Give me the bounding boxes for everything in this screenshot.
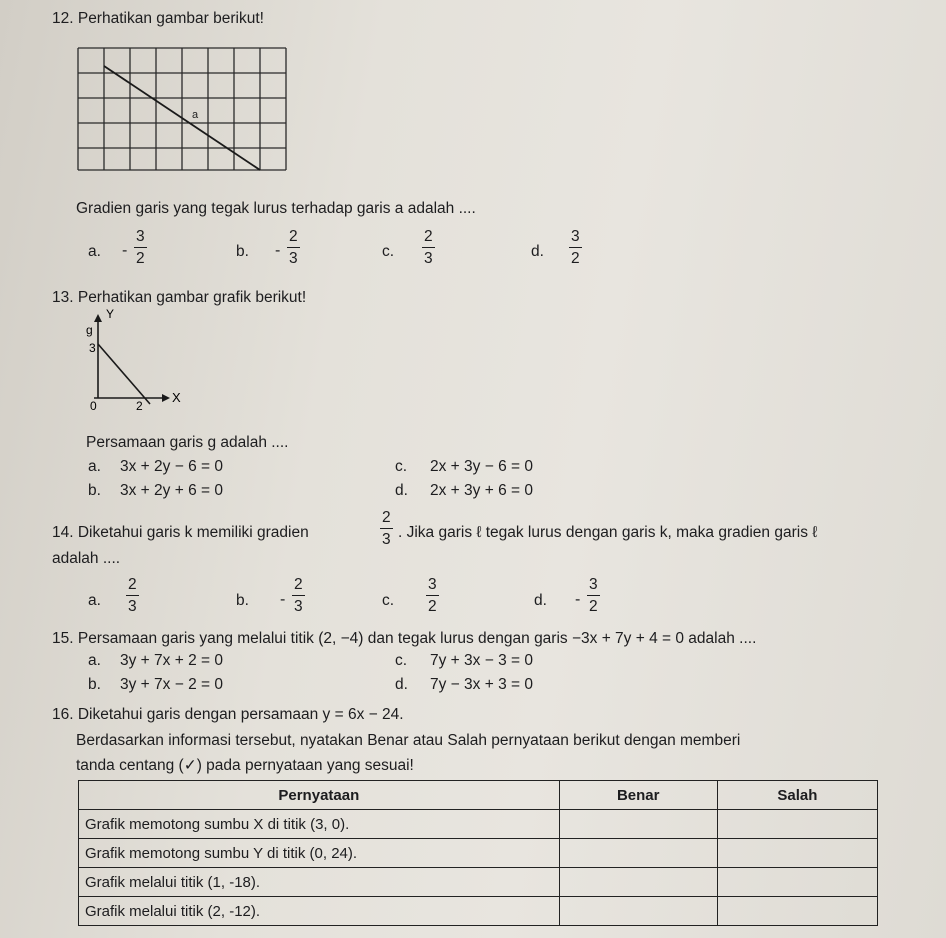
q12-option-d-fraction — [569, 229, 582, 266]
q16-line1: 16. Diketahui garis dengan persamaan y = 6x − 24. — [52, 706, 404, 723]
q15-option-b-text: 3y + 7x − 2 = 0 — [120, 676, 223, 693]
numerator: 3 — [134, 229, 147, 248]
q14-option-b-fraction — [292, 577, 305, 614]
q15-option-a-letter: a. — [88, 652, 101, 669]
numerator: 2 — [380, 510, 393, 529]
q14-option-a-letter: a. — [88, 592, 101, 609]
q13-question: Persamaan garis g adalah .... — [86, 434, 289, 451]
benar-checkbox-cell[interactable] — [559, 839, 717, 868]
salah-checkbox-cell[interactable] — [717, 810, 877, 839]
q16-line2: Berdasarkan informasi tersebut, nyatakan Benar atau Salah pernyataan berikut dengan memberi — [76, 732, 741, 749]
q14-gradient-fraction — [380, 510, 393, 547]
denominator: 3 — [294, 597, 303, 615]
q13-option-a-letter: a. — [88, 458, 101, 475]
q15-option-a-text: 3y + 7x + 2 = 0 — [120, 652, 223, 669]
q15-option-d-text: 7y − 3x + 3 = 0 — [430, 676, 533, 693]
q14-option-d-letter: d. — [534, 592, 547, 609]
q13-option-b-text: 3x + 2y + 6 = 0 — [120, 482, 223, 499]
x-intercept-label: 2 — [136, 399, 143, 413]
q14-text-before: 14. Diketahui garis k memiliki gradien — [52, 524, 309, 541]
q14-option-c-letter: c. — [382, 592, 395, 609]
q12-question: Gradien garis yang tegak lurus terhadap garis a adalah .... — [76, 200, 476, 217]
q12-option-c-letter: c. — [382, 243, 395, 260]
q16-line3: tanda centang (✓) pada pernyataan yang sesuai! — [76, 757, 414, 774]
q12-option-c-fraction — [422, 229, 435, 266]
q15-option-c-text: 7y + 3x − 3 = 0 — [430, 652, 533, 669]
statement-table — [78, 780, 878, 926]
denominator: 3 — [289, 249, 298, 267]
line-g — [98, 344, 150, 404]
q13-option-d-text: 2x + 3y + 6 = 0 — [430, 482, 533, 499]
q14-option-a-fraction — [126, 577, 139, 614]
numerator: 2 — [287, 229, 300, 248]
numerator: 2 — [292, 577, 305, 596]
header-pernyataan: Pernyataan — [79, 781, 560, 810]
q12-grid — [76, 42, 290, 172]
denominator: 3 — [128, 597, 137, 615]
statement-cell: Grafik memotong sumbu X di titik (3, 0). — [79, 810, 560, 839]
y-intercept-label: 3 — [89, 341, 96, 355]
denominator: 3 — [424, 249, 433, 267]
salah-checkbox-cell[interactable] — [717, 897, 877, 926]
q12-option-a-letter: a. — [88, 243, 101, 260]
header-benar: Benar — [559, 781, 717, 810]
denominator: 2 — [571, 249, 580, 267]
statement-cell: Grafik melalui titik (1, -18). — [79, 868, 560, 897]
q13-option-d-letter: d. — [395, 482, 408, 499]
q12-title: 12. Perhatikan gambar berikut! — [52, 10, 264, 27]
table-row — [79, 839, 878, 868]
benar-checkbox-cell[interactable] — [559, 810, 717, 839]
table-row — [79, 810, 878, 839]
q12-option-a-fraction — [134, 229, 147, 266]
q13-graph — [84, 306, 194, 416]
header-salah: Salah — [717, 781, 877, 810]
q14-option-b-sign: - — [280, 591, 286, 608]
numerator: 3 — [587, 577, 600, 596]
x-axis-label: X — [172, 390, 181, 405]
q13-title: 13. Perhatikan gambar grafik berikut! — [52, 289, 307, 306]
q12-option-a-sign: - — [122, 242, 128, 259]
denominator: 3 — [382, 530, 391, 548]
line-g-label: g — [86, 323, 93, 337]
q13-option-b-letter: b. — [88, 482, 101, 499]
q12-option-d-letter: d. — [531, 243, 544, 260]
statement-cell: Grafik memotong sumbu Y di titik (0, 24). — [79, 839, 560, 868]
q15-option-b-letter: b. — [88, 676, 101, 693]
q14-option-b-letter: b. — [236, 592, 249, 609]
origin-label: 0 — [90, 399, 97, 413]
denominator: 2 — [589, 597, 598, 615]
table-row — [79, 897, 878, 926]
denominator: 2 — [136, 249, 145, 267]
denominator: 2 — [428, 597, 437, 615]
line-a-label: a — [192, 109, 199, 121]
benar-checkbox-cell[interactable] — [559, 897, 717, 926]
q13-option-c-letter: c. — [395, 458, 408, 475]
q12-option-b-letter: b. — [236, 243, 249, 260]
q13-option-c-text: 2x + 3y − 6 = 0 — [430, 458, 533, 475]
q15-option-d-letter: d. — [395, 676, 408, 693]
q14-text-after: . Jika garis ℓ tegak lurus dengan garis k, maka gradien garis ℓ — [398, 524, 818, 541]
q14-option-c-fraction — [426, 577, 439, 614]
numerator: 3 — [426, 577, 439, 596]
table-header-row — [79, 781, 878, 810]
q15-question: 15. Persamaan garis yang melalui titik (2, −4) dan tegak lurus dengan garis −3x + 7y + 4 = 0 adalah .... — [52, 630, 757, 647]
q14-text-line2: adalah .... — [52, 550, 121, 567]
q15-option-c-letter: c. — [395, 652, 408, 669]
statement-cell: Grafik melalui titik (2, -12). — [79, 897, 560, 926]
numerator: 3 — [569, 229, 582, 248]
salah-checkbox-cell[interactable] — [717, 839, 877, 868]
q12-option-b-fraction — [287, 229, 300, 266]
y-axis-label: Y — [106, 307, 115, 321]
benar-checkbox-cell[interactable] — [559, 868, 717, 897]
q14-option-d-sign: - — [575, 591, 581, 608]
numerator: 2 — [422, 229, 435, 248]
q12-option-b-sign: - — [275, 242, 281, 259]
q13-option-a-text: 3x + 2y − 6 = 0 — [120, 458, 223, 475]
q14-option-d-fraction — [587, 577, 600, 614]
numerator: 2 — [126, 577, 139, 596]
table-row — [79, 868, 878, 897]
salah-checkbox-cell[interactable] — [717, 868, 877, 897]
